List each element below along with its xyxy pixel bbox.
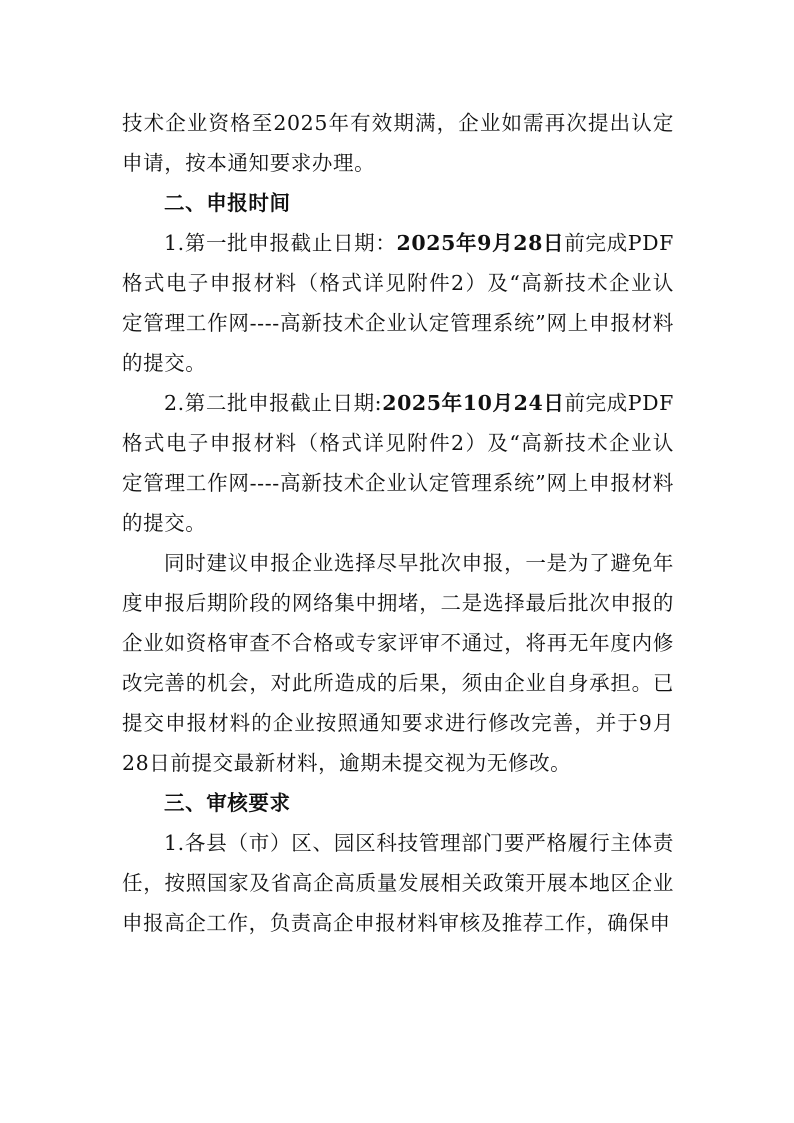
section-heading-review-requirements: 三、审核要求	[164, 791, 291, 815]
second-batch-deadline: 2025年10月24日	[382, 391, 565, 415]
intro-paragraph: 技术企业资格至2025年有效期满，企业如需再次提出认定申请，按本通知要求办理。	[122, 111, 674, 175]
first-batch-lead: 1.第一批申报截止日期：	[164, 231, 397, 255]
second-batch-paragraph	[122, 383, 674, 543]
first-batch-rest: 前完成PDF格式电子申报材料（格式详见附件2）及“高新技术企业认定管理工作网----高新技术企业认定管理系统”网上申报材料的提交。	[122, 231, 674, 375]
second-batch-lead: 2.第二批申报截止日期:	[164, 391, 383, 415]
suggestion-paragraph: 同时建议申报企业选择尽早批次申报，一是为了避免年度申报后期阶段的网络集中拥堵，二是选择最后批次申报的企业如资格审查不合格或专家评审不通过，将再无年度内修改完善的机会，对此所造成的后果，须由企业自身承担。已提交申报材料的企业按照通知要求进行修改完善，并于9月28日前提交最新材料，逾期未提交视为无修改。	[122, 551, 674, 775]
review-requirement-paragraph: 1.各县（市）区、园区科技管理部门要严格履行主体责任，按照国家及省高企高质量发展相关政策开展本地区企业申报高企工作，负责高企申报材料审核及推荐工作，确保申	[122, 831, 674, 935]
document-page	[122, 103, 674, 943]
first-batch-deadline: 2025年9月28日	[396, 231, 565, 255]
second-batch-rest: 前完成PDF格式电子申报材料（格式详见附件2）及“高新技术企业认定管理工作网----高新技术企业认定管理系统”网上申报材料的提交。	[122, 391, 674, 535]
first-batch-paragraph	[122, 223, 674, 383]
section-heading-application-time: 二、申报时间	[164, 191, 291, 215]
